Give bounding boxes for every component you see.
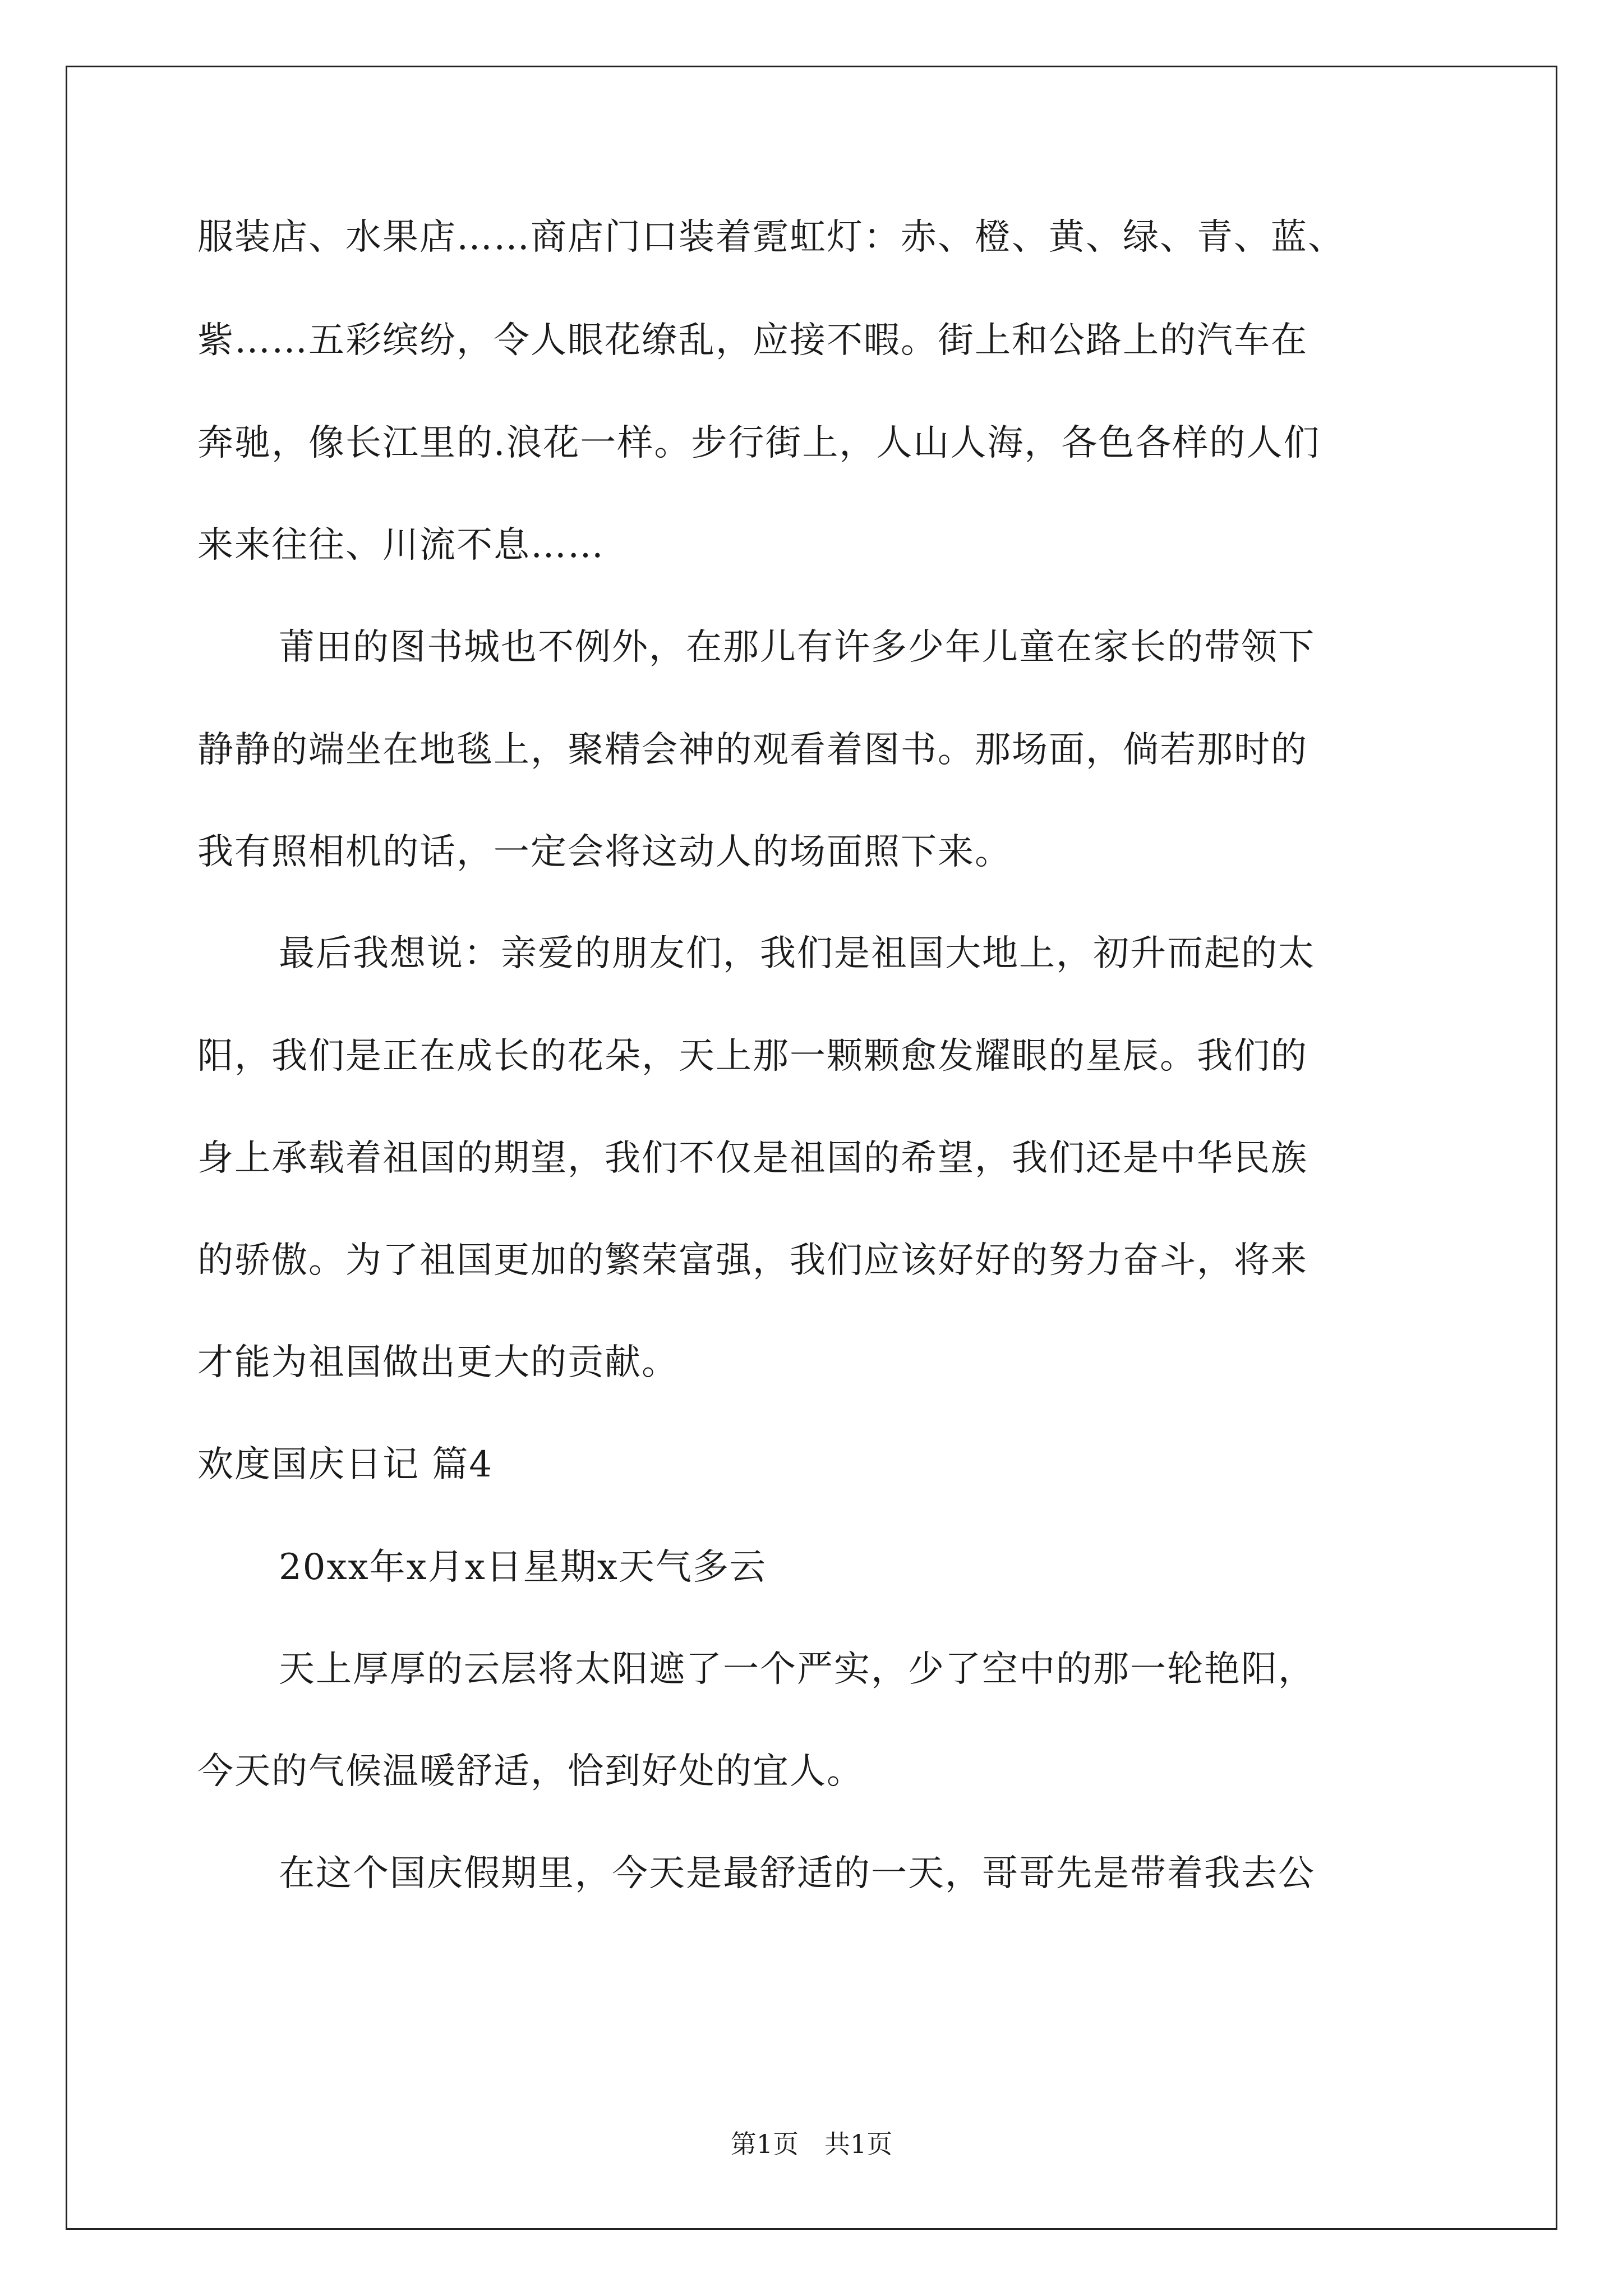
text-line-12: 才能为祖国做出更大的贡献。 (197, 1342, 679, 1383)
section-heading: 欢度国庆日记 篇4 (197, 1444, 494, 1485)
page-number-footer: 第1页 共1页 (730, 2129, 893, 2159)
paragraph-start-weather: 天上厚厚的云层将太阳遮了一个严实，少了空中的那一轮艳阳， (279, 1649, 1315, 1690)
text-line-11: 的骄傲。为了祖国更加的繁荣富强，我们应该好好的努力奋斗，将来 (197, 1240, 1308, 1281)
text-line-9: 阳，我们是正在成长的花朵，天上那一颗颗愈发耀眼的星辰。我们的 (197, 1036, 1308, 1077)
paragraph-start-holiday: 在这个国庆假期里，今天是最舒适的一天，哥哥先是带着我去公 (279, 1853, 1315, 1894)
text-line-1: 服装店、水果店……商店门口装着霓虹灯：赤、橙、黄、绿、青、蓝、 (197, 217, 1345, 258)
text-line-10: 身上承载着祖国的期望，我们不仅是祖国的希望，我们还是中华民族 (197, 1138, 1308, 1179)
text-line-7: 我有照相机的话，一定会将这动人的场面照下来。 (197, 831, 1012, 873)
text-line-3: 奔驰，像长江里的.浪花一样。步行街上，人山人海，各色各样的人们 (197, 422, 1321, 464)
text-line-2: 紫……五彩缤纷，令人眼花缭乱，应接不暇。街上和公路上的汽车在 (197, 320, 1308, 361)
text-line-4: 来来往往、川流不息…… (197, 524, 605, 566)
diary-date-line: 20xx年x月x日星期x天气多云 (279, 1547, 767, 1588)
paragraph-start-library: 莆田的图书城也不例外，在那儿有许多少年儿童在家长的带领下 (279, 627, 1315, 668)
text-line-6: 静静的端坐在地毯上，聚精会神的观看着图书。那场面，倘若那时的 (197, 729, 1308, 771)
paragraph-start-conclusion: 最后我想说：亲爱的朋友们，我们是祖国大地上，初升而起的太 (279, 933, 1315, 974)
text-line-16: 今天的气候温暖舒适，恰到好处的宜人。 (197, 1751, 864, 1792)
